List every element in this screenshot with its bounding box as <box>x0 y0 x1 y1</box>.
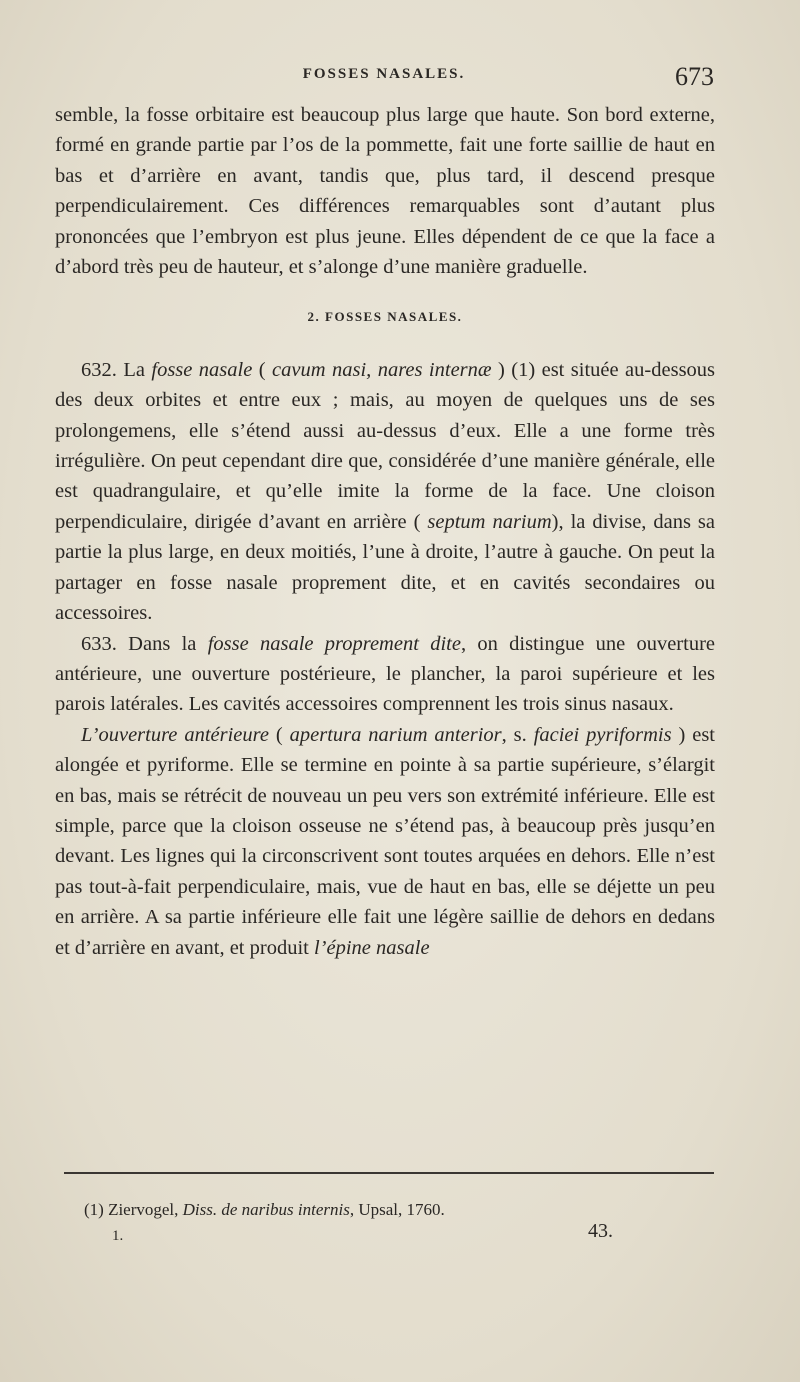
paragraph-ouverture-anterieure <box>55 720 715 963</box>
latin-septum: septum narium <box>427 510 552 533</box>
text-run: , s. <box>501 723 527 746</box>
signature-mark: 1. <box>112 1228 124 1244</box>
text-run: , on distingue une ouverture antérieure, une ouverture postérieure, le plancher, la paroi supérieure et les parois latérales. Les cavités accessoires comprennent les trois sinus nasaux. <box>55 632 716 716</box>
paragraph-632 <box>55 355 715 629</box>
text-run: ), la divise, dans sa partie la plus large, en deux moitiés, l’une à droite, l’autre à gauche. On peut la partager en fosse nasale proprement dite, et en cavités secondaires ou accessoires. <box>55 510 715 625</box>
page-header <box>54 62 714 98</box>
term-fosse-proprement-dite: fosse nasale proprement dite <box>207 632 461 655</box>
body-text <box>55 100 715 963</box>
text-run: ( <box>275 723 283 746</box>
text-run: Dans la <box>128 632 197 655</box>
gathering-folio: 43. <box>588 1220 613 1242</box>
text-run: La <box>123 358 145 381</box>
paragraph-number: 632. <box>81 358 117 381</box>
text-run: ( <box>258 358 266 381</box>
page-number: 673 <box>675 62 714 91</box>
text-run: ) est alongée et pyriforme. Elle se termine en pointe à sa partie supérieure, s’élargit en bas, mais se rétrécit de nouveau un peu vers son extrémité inférieure. Elle est simple, parce que la cloison osseuse ne s’étend pas, à beaucoup près jusqu’en devant. Les lignes qui la circonscrivent sont toutes arquées en dehors. Elle n’est pas tout-à-fait perpendiculaire, mais, vue de haut en bas, elle se déjette un peu en arrière. A sa partie inférieure elle fait une légère saillie de dehors en dedans et d’arrière en avant, et produit <box>55 723 715 959</box>
footnote-marker: (1) Ziervogel, <box>84 1200 179 1219</box>
term-fosse-nasale: fosse nasale <box>151 358 253 381</box>
term-epine-nasale: l’épine nasale <box>313 936 430 959</box>
footnote <box>84 1200 724 1220</box>
paragraph-number: 633. <box>81 632 117 655</box>
footnote-rest: , Upsal, 1760. <box>349 1200 445 1219</box>
paragraph-orbit-continuation: semble, la fosse orbitaire est beaucoup plus large que haute. Son bord externe, formé en grande partie par l’os de la pommette, fait une forte saillie de haut en bas et d’arrière en avant, tandis que, plus tard, il descend presque perpendiculairement. Ces différences remarquables sont d’autant plus prononcées que l’embryon est plus jeune. Elles dépendent de ce que la face a d’abord très peu de hauteur, et s’alonge d’une manière graduelle. <box>55 104 715 279</box>
paragraph-633 <box>55 629 715 720</box>
latin-term: cavum nasi, nares internæ <box>272 358 492 381</box>
footnote-rule <box>64 1172 714 1174</box>
section-heading: 2. FOSSES NASALES. <box>307 309 463 325</box>
footnote-title: Diss. de naribus internis <box>182 1200 350 1219</box>
text-run: ) (1) est située au-dessous des deux orbites et entre eux ; mais, au moyen de quelques uns de ses prolongemens, elle s’étend aussi au-dessus d’eux. Elle a une forme très irrégulière. On peut cependant dire que, considérée d’une manière générale, elle est quadrangulaire, et qu’elle imite la forme de la face. Une cloison perpendiculaire, dirigée d’avant en arrière ( <box>55 358 716 533</box>
latin-faciei-pyriformis: faciei pyriformis <box>533 723 672 746</box>
running-head: FOSSES NASALES. <box>302 66 466 82</box>
term-ouverture-anterieure: L’ouverture antérieure <box>81 723 269 746</box>
latin-apertura: apertura narium anterior <box>289 723 502 746</box>
